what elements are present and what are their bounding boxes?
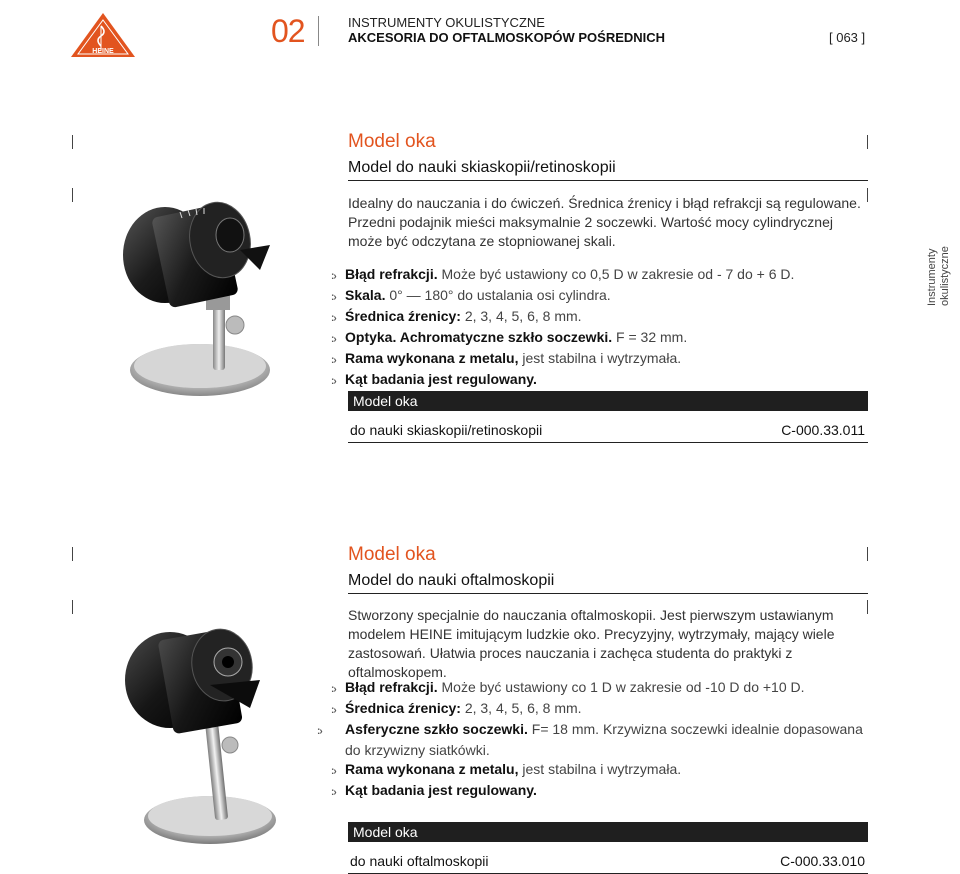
feature-item (331, 699, 876, 720)
product1-rule (348, 180, 868, 181)
bullet-icon: :› (331, 355, 336, 366)
bullet-icon: :› (331, 705, 336, 716)
feature-text: 0° — 180° do ustalania osi cylindra. (385, 287, 611, 303)
corner-tick (72, 188, 73, 202)
product1-description: Idealny do nauczania i do ćwiczeń. Średnica źrenicy i błąd refrakcji są regulowane. Przedni podajnik mieści maksymalnie 2 soczewki. Wartość mocy cylindrycznej może być odczytana ze stopniowanej skali. (348, 195, 861, 249)
feature-text: jest stabilna i wytrzymała. (518, 350, 682, 366)
side-tab-line2: okulistyczne (939, 246, 951, 306)
order-name: do nauki oftalmoskopii (350, 853, 489, 869)
eye-model-skiascopy-image (110, 190, 310, 410)
feature-text: F = 32 mm. (612, 329, 688, 345)
product2-heading: Model oka (348, 544, 436, 565)
heine-logo (70, 12, 136, 58)
product2-feature-list (317, 678, 876, 802)
product2-subheading: Model do nauki oftalmoskopii (348, 572, 555, 589)
bullet-icon: :› (331, 376, 336, 387)
feature-bold: Rama wykonana z metalu, (345, 761, 519, 777)
bullet-icon: :› (331, 787, 336, 798)
page-number: [ 063 ] (829, 30, 866, 45)
feature-bold: Błąd refrakcji. (345, 266, 438, 282)
header-separator (318, 16, 319, 46)
feature-item (331, 781, 876, 802)
header-category: INSTRUMENTY OKULISTYCZNE (348, 15, 545, 30)
product1-subheading: Model do nauki skiaskopii/retinoskopii (348, 159, 616, 176)
corner-tick (867, 135, 868, 149)
chapter-number: 02 (271, 13, 305, 49)
logo-wordmark: HEINE (92, 48, 114, 55)
feature-item (331, 265, 871, 286)
order-code: C-000.33.011 (781, 422, 865, 438)
feature-item (331, 349, 871, 370)
feature-item (331, 678, 876, 699)
feature-text: 2, 3, 4, 5, 6, 8 mm. (460, 700, 582, 716)
product2-description: Stworzony specjalnie do nauczania oftalmoskopii. Jest pierwszym ustawianym modelem HEINE imitującym ludzkie oko. Precyzyjny, wytrzymały, mający wiele zastosowań. Ułatwia proces nauczania i zachęca studenta do praktyki z oftalmoskopem. (348, 607, 835, 680)
feature-text: 2, 3, 4, 5, 6, 8 mm. (460, 308, 582, 324)
product2-order-bar: Model oka (348, 822, 868, 842)
bullet-icon: :› (331, 292, 336, 303)
product2-rule (348, 593, 868, 594)
feature-bold: Optyka. Achromatyczne szkło soczewki. (345, 329, 613, 345)
feature-bold: Kąt badania jest regulowany. (345, 782, 537, 798)
feature-bold: Kąt badania jest regulowany. (345, 371, 537, 387)
side-tab-line1: Instrumenty (926, 248, 938, 306)
feature-item (331, 760, 876, 781)
product1-heading: Model oka (348, 131, 436, 152)
corner-tick (72, 135, 73, 149)
feature-text: Może być ustawiony co 1 D w zakresie od -10 D do +10 D. (437, 679, 805, 695)
feature-bold: Średnica źrenicy: (345, 700, 461, 716)
corner-tick (867, 547, 868, 561)
feature-bold: Skala. (345, 287, 386, 303)
feature-text: F= 18 mm. Krzywizna soczewki idealnie dopasowana do krzywizny siatkówki. (345, 721, 863, 758)
header-section-title: AKCESORIA DO OFTALMOSKOPÓW POŚREDNICH (348, 30, 666, 45)
feature-bold: Rama wykonana z metalu, (345, 350, 519, 366)
bullet-icon: :› (331, 684, 336, 695)
feature-text: jest stabilna i wytrzymała. (518, 761, 682, 777)
bullet-icon: :› (331, 334, 336, 345)
product2-order-row (348, 853, 868, 874)
product1-order-row (348, 422, 868, 443)
feature-item (331, 286, 871, 307)
product1-order-bar: Model oka (348, 391, 868, 411)
feature-item (317, 720, 876, 760)
feature-bold: Asferyczne szkło soczewki. (345, 721, 528, 737)
feature-bold: Błąd refrakcji. (345, 679, 438, 695)
feature-text: Może być ustawiony co 0,5 D w zakresie od - 7 do + 6 D. (437, 266, 795, 282)
feature-item (331, 307, 871, 328)
bullet-icon: :› (331, 766, 336, 777)
order-code: C-000.33.010 (780, 853, 865, 869)
corner-tick (72, 600, 73, 614)
corner-tick (72, 547, 73, 561)
bullet-icon: :› (331, 271, 336, 282)
feature-bold: Średnica źrenicy: (345, 308, 461, 324)
bullet-icon: :› (331, 313, 336, 324)
order-name: do nauki skiaskopii/retinoskopii (350, 422, 543, 438)
bullet-icon: :› (317, 726, 322, 737)
eye-model-ophthalmoscopy-image (110, 620, 310, 855)
feature-item (331, 370, 871, 391)
product1-feature-list (331, 265, 871, 391)
feature-item (331, 328, 871, 349)
